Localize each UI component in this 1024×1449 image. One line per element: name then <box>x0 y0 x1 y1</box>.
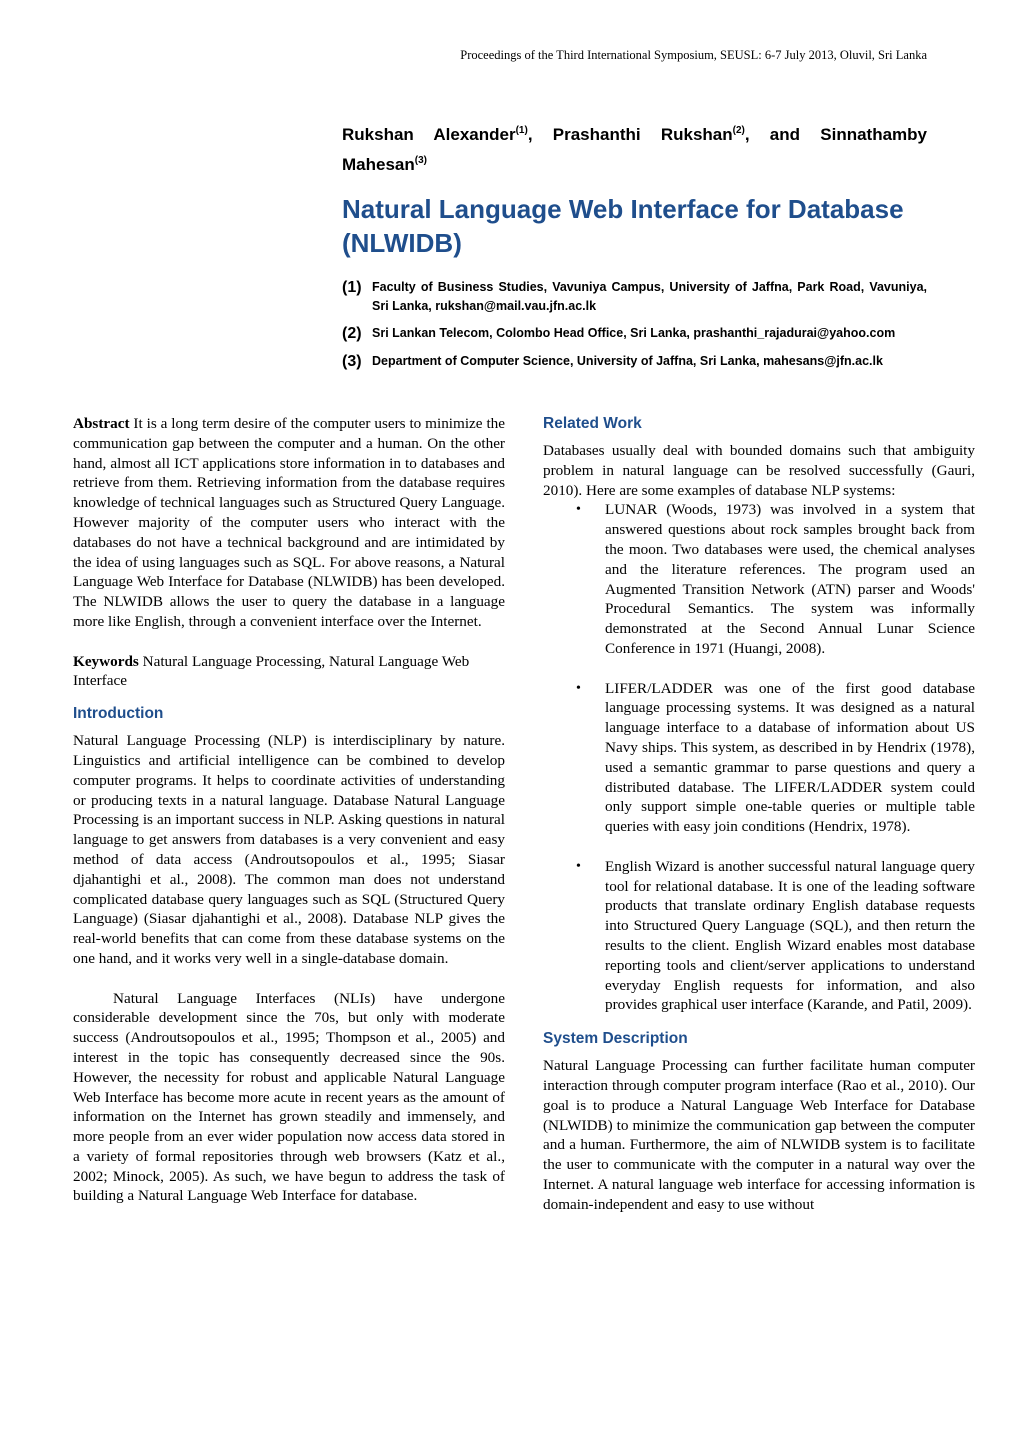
affiliation-number: (2) <box>342 325 362 342</box>
author-mark: (1) <box>515 125 528 136</box>
abstract-text: It is a long term desire of the computer users to minimize the communication gap between the computer and a human. On the other hand, almost all ICT applications store information in to databases and retrieve from them. Retrieving information from the database requires knowledge of technical languages such as Structured Query Language. However majority of the computer users who interact with the databases do not have a technical background and are intimidated by the idea of using languages such as SQL. For above reasons, a Natural Language Web Interface for Database (NLWIDB) has been developed. The NLWIDB allows the user to query the database in a language more like English, through a convenient interface over the Internet. <box>73 415 505 630</box>
keywords <box>73 652 505 692</box>
related-work-list <box>543 500 975 1015</box>
list-item <box>543 500 975 658</box>
author-name: Rukshan Alexander <box>342 125 516 144</box>
affiliation <box>342 324 927 344</box>
affiliation-text: Sri Lankan Telecom, Colombo Head Office, Sri Lanka, prashanthi_rajadurai@yahoo.com <box>372 326 896 340</box>
bullet-icon: • <box>576 858 581 874</box>
affiliation <box>342 278 927 316</box>
abstract-label: Abstract <box>73 415 130 432</box>
list-item <box>543 857 975 1015</box>
system-description-text: Natural Language Processing can further facilitate human computer interaction through computer program interface (Rao et al., 2010). Our goal is to produce a Natural Language Web Interface for Database (NLWIDB) to minimize the communication gap between the computer and a human. Furthermore, the aim of NLWIDB system is to facilitate the user to communicate with the computer in a natural way over the Internet. A natural language web interface for accessing information is domain-independent and easy to use without <box>543 1057 975 1213</box>
author-mark: (2) <box>732 125 745 136</box>
running-header: Proceedings of the Third International Symposium, SEUSL: 6-7 July 2013, Oluvil, Sri Lanka <box>460 48 927 62</box>
right-column <box>543 414 975 1214</box>
abstract <box>73 414 505 632</box>
paper-header <box>342 118 927 380</box>
related-work-intro: Databases usually deal with bounded domains such that ambiguity problem in natural language can be resolved successfully (Gauri, 2010). Here are some examples of database NLP systems: <box>543 442 975 499</box>
list-item <box>543 679 975 837</box>
introduction-paragraph: Natural Language Interfaces (NLIs) have undergone considerable development since the 70s, but only with moderate success (Androutsopoulos et al., 1995; Thompson et al., 2005) and interest in the topic has consequently decreased since the 90s. However, the necessity for robust and applicable Natural Language Web Interface has become more acute in recent years as the amount of information on the Internet has grown steadily and immensely, and more people from an ever wider population now access data stored in a variety of formal repositories through web browsers (Katz et al., 2002; Minock, 2005). As such, we have begun to address the task of building a Natural Language Web Interface for database. <box>73 989 505 1205</box>
keywords-label: Keywords <box>73 652 139 670</box>
affiliation-number: (1) <box>342 279 362 296</box>
affiliation-text: Faculty of Business Studies, Vavuniya Campus, University of Jaffna, Park Road, Vavuniya, Sri Lanka, rukshan@mail.vau.jfn.ac.lk <box>372 280 927 313</box>
left-column <box>73 414 505 1206</box>
keywords-text: Natural Language Processing, Natural Language Web Interface <box>73 652 470 690</box>
author-list <box>342 118 927 178</box>
affiliation-number: (3) <box>342 353 362 370</box>
author-name: Prashanthi Rukshan <box>552 125 733 144</box>
related-work-heading: Related Work <box>543 415 642 432</box>
author-separator: , and <box>744 125 801 144</box>
author-mark: (3) <box>414 155 427 166</box>
affiliation-text: Department of Computer Science, University of Jaffna, Sri Lanka, mahesans@jfn.ac.lk <box>372 354 883 368</box>
paper-title: Natural Language Web Interface for Database (NLWIDB) <box>342 194 904 258</box>
bullet-icon: • <box>576 680 581 696</box>
system-description-heading: System Description <box>543 1030 688 1048</box>
list-item-text: English Wizard is another successful natural language query tool for relational database. It is one of the leading software products that translate ordinary English database requests into Structured Query Language (SQL), and then return the results to the client. English Wizard enables most database reporting tools and client/server applications to understand everyday English requests for information, and also provides graphical user interface (Karande, and Patil, 2009). <box>605 857 975 1014</box>
author-name: Sinnathamby Mahesan <box>342 125 928 174</box>
affiliation <box>342 352 927 372</box>
introduction-heading: Introduction <box>73 705 164 723</box>
author-separator: , <box>527 125 533 144</box>
introduction-paragraph: Natural Language Processing (NLP) is interdisciplinary by nature. Linguistics and artificial intelligence can be combined to develop computer programs. It helps to coordinate activities of understanding or producing texts in a natural language. Database Natural Language Processing is an important success in NLP. Asking questions in natural language to get answers from databases is a very convenient and easy method of data access (Androutsopoulos et al., 1995; Siasar djahantighi et al., 2008). The common man does not understand complicated database query languages such as SQL (Structured Query Language) (Siasar djahantighi et al., 2008). Database NLP gives the real-world benefits that can come from these database systems on the one hand, and it works very well in a single-database domain. <box>73 732 505 967</box>
list-item-text: LUNAR (Woods, 1973) was involved in a system that answered questions about rock samples brought back from the moon. Two databases were used, the chemical analyses and the literature references. The program used an Augmented Transition Network (ATN) parser and Woods' Procedural Semantics. The system was informally demonstrated at the Second Annual Lunar Science Conference in 1971 (Huangi, 2008). <box>605 501 975 657</box>
list-item-text: LIFER/LADDER was one of the first good database language processing systems. It was designed as a natural language interface to a database of information about US Navy ships. This system, as described in by Hendrix (1978), used a semantic grammar to parse questions and query a distributed database. The LIFER/LADDER system could only support simple one-table queries or multiple table queries with easy join conditions (Hendrix, 1978). <box>605 679 975 836</box>
bullet-icon: • <box>576 502 581 518</box>
